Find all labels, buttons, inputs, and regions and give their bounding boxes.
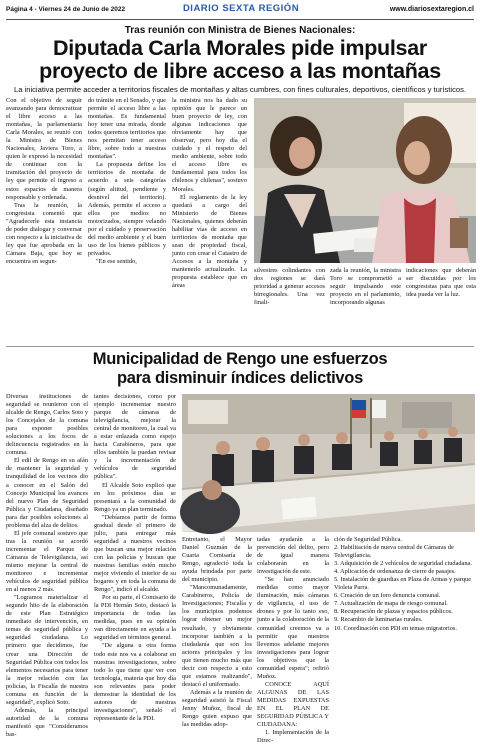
paragraph: Tras la reunión, la congresista comentó que "Agradecerle esta instancia de poder dialogar y conversar con respecto a la iniciativa de ley que fue aprobada en la Cámara Baja, que hoy se encuentra en segun- bbox=[6, 201, 82, 265]
paragraph: Diversas instituciones de seguridad se reunieron con el alcalde de Rengo, Carlos Soto y los Concejales de la comuna para exponer posibles soluciones a los focos de delincuencia registrados en la comuna. bbox=[6, 393, 88, 457]
paragraph: El jefe comunal sostuvo que tras la reunión se acordó incrementar el Parque de Cámaras de Televigilancia, así mismo mejorar la central de monitoreo e incrementar vehículos de seguridad pública en al menos 2 más. bbox=[6, 529, 88, 594]
paragraph: Por su parte, el Comisario de la PDI Hernán Soto, destacó la importancia de todas las medidas, pues en su opinión van directamente en ayuda a la seguridad en términos general. bbox=[94, 594, 176, 642]
list-item: 9. Recambio de luminarias rurales. bbox=[334, 616, 423, 624]
story1-kicker: Tras reunión con Ministra de Bienes Nacionales: bbox=[124, 25, 356, 36]
paragraph: Además, la principal autoridad de la comuna manifestó que "Consideramos bas- bbox=[6, 706, 88, 738]
story1-column-4 bbox=[254, 267, 325, 344]
paragraph: Entretanto, el Mayor Daniel Guzmán de la Cuarta Comisaría de Rengo, agradeció toda la ayuda brindada por parte del municipio. bbox=[182, 536, 252, 584]
paragraph: tantes decisiones, como por ejemplo incrementar nuestro parque de cámaras de televigilancia, mejorar la central de monitoreo, la cual va a estar enlazada como espejo hacia Carabineros, para que ellos también la puedan revisar y la incrementación de vehículos de seguridad pública". bbox=[94, 393, 176, 481]
story1-meeting-photo bbox=[254, 98, 476, 263]
story2-meeting-photo bbox=[182, 394, 475, 532]
story2-column-5 bbox=[334, 536, 475, 667]
paragraph: "Mancomunadamente, Carabineros, Policía de Investigaciones; Fiscalía y los municipios podemos lograr obtener un mejor resultado, y obviamente incorporar también a la ciudadanía que son los actores principales y los que tienen mucho más que decir con respecto a esto que estamos realizando", destacó el uniformado. bbox=[182, 584, 252, 688]
security-meeting-graphic bbox=[182, 394, 475, 532]
story1-column-5 bbox=[330, 267, 401, 344]
paragraph: "De alguna u otra forma todo este nos va a colaborar en nuestras investigaciones, sobre todo lo que tiene que ver con tecnología, materia que hoy día son relevantes para poder demostrar la identidad de los autores de nuestras investigaciones", señaló el representante de la PDI. bbox=[94, 642, 176, 722]
list-item: 7. Actualización de mapa de riesgo comunal. bbox=[334, 600, 448, 608]
story2-column-4 bbox=[257, 536, 329, 745]
paragraph: silvestres colindantes con dos regiones se dará prioridad a generar accesos birregionales. Una vez finali- bbox=[254, 267, 325, 307]
list-item: 4. Aplicación de ordenanza de cierre de pasajes. bbox=[334, 568, 456, 576]
page-date: Página 4 - Viernes 24 de Junio de 2022 bbox=[6, 6, 126, 13]
paragraph: "Logramos materializar el segundo hito de la elaboración de este Plan Estratégico inmediato de intervención, en temas de seguridad pública y seguridad ciudadana. Lo primero que decidimos, fue crear una Dirección de Seguridad Pública con todos los elementos necesarios para tener la mejor relación con las policías, la Fiscalía de nuestra comuna en función de la seguridad", explicó Soto. bbox=[6, 594, 88, 706]
story1-deck: La iniciativa permite acceder a territorios fiscales de montañas y altas cumbres, con fines culturales, deportivos, científicos y turísticos. bbox=[13, 85, 467, 94]
paragraph: "Debíamos partir de forma gradual desde el primero de julio, para entregar más seguridad a nuestros vecinos que buscan una mejor relación con las policías y buscan que nuestras familias estén mucho mejor viviendo el interior de su hogares y en toda la comuna de Rengo", indicó el alcalde. bbox=[94, 513, 176, 594]
paragraph: 1. Implementación de la Direc- bbox=[257, 729, 329, 745]
story2-headline-line1: Municipalidad de Rengo une esfuerzos bbox=[92, 350, 388, 368]
website-link[interactable]: www.diariosextaregion.cl bbox=[389, 6, 474, 13]
paragraph: El reglamento de la ley quedará a cargo del Ministerio de Bienes Nacionales, quienes deberán habilitar vías de acceso en territorios de montaña que sean de propiedad fiscal, junto con crear el Catastro de Accesos a la montaña y mantenerlo actualizado. La propuesta establece que en áreas bbox=[172, 193, 247, 290]
paragraph: CONOCE AQUÍ ALGUNAS DE LAS MEDIDAS EXPUESTAS EN EL PLAN DE SEGURIDAD PÚBLICA Y CIUDADANA: bbox=[257, 680, 329, 729]
list-item: 6. Creación de un foro denuncia comunal. bbox=[334, 592, 441, 600]
paragraph: Además a la reunión de seguridad asistió la Fiscal Jenny Muñoz, fiscal de Rengo quien expuso que las medidas adop- bbox=[182, 688, 252, 729]
list-item: 8. Recuperación de plazas y espacios públicos. bbox=[334, 608, 453, 616]
story2-headline bbox=[0, 350, 480, 388]
paragraph: Con el objetivo de seguir avanzando para democratizar el libre acceso a las montañas, la parlamentaria Carla Morales, se reunió con la Ministra de Bienes Nacionales, Javiera Toro, a quien le expresó la necesidad de continuar con la tramitación del proyecto de ley que permite el ingreso a estos espacios de manera responsable y ordenada. bbox=[6, 97, 82, 201]
paragraph: indicaciones que deberán ser discutidas por los congresistas para que esta idea pueda ver la luz. bbox=[406, 267, 476, 299]
story1-headline-line2: proyecto de libre acceso a las montañas bbox=[39, 59, 441, 83]
story2-column-3 bbox=[182, 536, 252, 729]
story1-column-3 bbox=[172, 97, 247, 342]
story1-column-2 bbox=[88, 97, 166, 342]
list-item: 10. Coordinación con PDI en temas migratorios. bbox=[334, 624, 457, 632]
story2-headline-line2: para disminuir índices delictivos bbox=[117, 369, 363, 387]
story1-headline bbox=[0, 37, 480, 83]
newspaper-name: DIARIO SEXTA REGIÓN bbox=[182, 3, 300, 14]
list-item: 3. Adquisición de 2 vehículos de seguridad ciudadana. bbox=[334, 560, 472, 568]
list-item: ción de Seguridad Pública. bbox=[334, 536, 403, 543]
paragraph: do trámite en el Senado, y que permite el acceso libre a las montañas. Es fundamental hoy tener una mirada, donde todos queremos territorios que nos permitan tener acceso libre, sobre todo a nuestras montañas". bbox=[88, 97, 166, 161]
page-header bbox=[6, 3, 474, 20]
story1-column-6 bbox=[406, 267, 476, 344]
section-divider bbox=[6, 346, 474, 347]
paragraph: tadas ayudarán a la prevención del delito, pero de igual manera colaborarán en la investigación de este. bbox=[257, 536, 329, 576]
story2-column-2 bbox=[94, 393, 176, 722]
story1-column-1 bbox=[6, 97, 82, 342]
paragraph: la ministra nos ha dado su opinión que le parece un buen proyecto de ley, con algunas indicaciones que obviamente hay que observar, pero hoy día el cuidado y el respeto del medio ambiente, sobre todo el acceso libre es fundamental para todos los chilenos y chilenas", sostuvo Morales. bbox=[172, 97, 247, 193]
meeting-photo-graphic bbox=[254, 98, 476, 263]
paragraph: La propuesta define los territorios de montaña de acuerdo a seis categorías (según altitud, pendiente y desnivel del territorio). Además, permite el acceso a ellos por medios no motorizados, siempre velando por el cuidado y preservación del medio ambiente y el buen uso de los bienes públicos y privados. bbox=[88, 161, 166, 257]
paragraph: zada la reunión, la ministra Toro se comprometió a seguir impulsando este proyecto en el parlamento, incorporando algunas bbox=[330, 267, 401, 307]
paragraph: "En ese sentido, bbox=[96, 257, 137, 265]
story2-column-1 bbox=[6, 393, 88, 738]
story1-headline-line1: Diputada Carla Morales pide impulsar bbox=[53, 36, 427, 60]
list-item: 2. Habilitación de nueva central de Cámaras de Televigilancia. bbox=[334, 544, 454, 560]
paragraph: El Alcalde Soto explicó que en los próximos días se presentará a la comunidad de Rengo ya un plan terminado. bbox=[94, 481, 176, 513]
list-item: 5. Instalación de guardias en Plaza de Armas y parque Violeta Parra. bbox=[334, 576, 472, 592]
paragraph: "Se han anunciado medidas como mayor iluminación, más cámaras de vigilancia, el uso de drones y por lo tanto eso, junto a la colaboración de la comunidad creemos va a permitir que nuestros llevemos adelante mejores investigaciones para lograr los objetivos que la comunidad espera"; refirió Muñoz. bbox=[257, 576, 329, 680]
paragraph: El edil de Rengo en su afán de mantener la seguridad y tranquilidad de los vecinos dio a conocer en el Salón del Concejo Municipal los avances del nuevo Plan de Seguridad Pública y Ciudadana, diseñado para dar posibles soluciones al problema del alza de delitos. bbox=[6, 457, 88, 529]
